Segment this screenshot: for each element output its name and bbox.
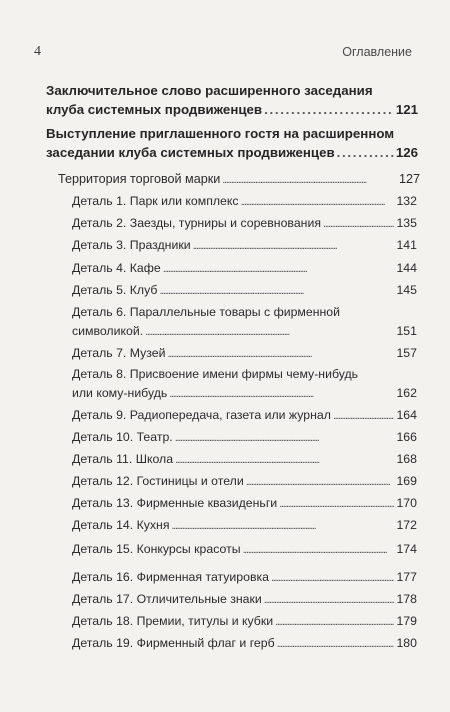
toc-detail-title: Деталь 4. Кафе bbox=[72, 261, 161, 275]
toc-page-number: 166 bbox=[396, 430, 417, 444]
leader-dots bbox=[172, 520, 395, 532]
toc-detail-title: Деталь 2. Заезды, турниры и соревнования bbox=[72, 216, 321, 230]
toc-page-number: 179 bbox=[396, 614, 417, 628]
toc-page-number: 172 bbox=[396, 518, 417, 532]
toc-page-number: 127 bbox=[398, 172, 420, 186]
leader-dots bbox=[275, 616, 394, 628]
leader-dots bbox=[168, 348, 395, 360]
toc-page-number: 151 bbox=[396, 324, 417, 338]
toc-section-title: Территория торговой марки bbox=[58, 172, 221, 186]
toc-detail-title: Деталь 10. Театр. bbox=[72, 430, 173, 444]
leader-dots bbox=[337, 145, 394, 160]
toc-detail-title: Деталь 13. Фирменные квазиденьги bbox=[72, 496, 278, 510]
toc-detail-title: Деталь 9. Радиопередача, газета или журнал bbox=[72, 408, 331, 422]
toc-page-number: 178 bbox=[396, 592, 417, 606]
toc-entry-title-cont: заседании клуба системных продвиженцев bbox=[46, 145, 335, 160]
leader-dots bbox=[241, 196, 395, 208]
page-header bbox=[0, 44, 450, 62]
toc-detail-title: Деталь 16. Фирменная татуировка bbox=[72, 570, 269, 584]
toc-detail-7[interactable] bbox=[0, 346, 450, 365]
toc-detail-11[interactable] bbox=[0, 452, 450, 471]
toc-detail-title: Деталь 11. Школа bbox=[72, 452, 174, 466]
toc-page-number: 135 bbox=[396, 216, 417, 230]
leader-dots bbox=[264, 102, 394, 117]
toc-page-number: 121 bbox=[395, 102, 418, 117]
toc-detail-title: Деталь 15. Конкурсы красоты bbox=[72, 542, 241, 556]
running-head: Оглавление bbox=[342, 45, 412, 59]
toc-detail-14[interactable] bbox=[0, 518, 450, 537]
toc-detail-title: Деталь 7. Музей bbox=[72, 346, 166, 360]
leader-dots bbox=[279, 498, 394, 510]
toc-detail-19[interactable] bbox=[0, 636, 450, 655]
leader-dots bbox=[271, 572, 394, 584]
leader-dots bbox=[163, 263, 395, 275]
toc-entry-title: Выступление приглашенного гостя на расширенном bbox=[46, 126, 395, 141]
toc-page-number: 144 bbox=[396, 261, 417, 275]
leader-dots bbox=[323, 218, 394, 230]
toc-detail-12[interactable] bbox=[0, 474, 450, 493]
toc-page-number: 162 bbox=[396, 386, 417, 400]
toc-detail-title: Деталь 3. Праздники bbox=[72, 238, 191, 252]
leader-dots bbox=[175, 432, 395, 444]
toc-detail-5[interactable] bbox=[0, 283, 450, 302]
toc-detail-13[interactable] bbox=[0, 496, 450, 515]
page-number: 4 bbox=[34, 44, 41, 59]
toc-detail-8[interactable] bbox=[0, 367, 450, 405]
toc-detail-title: Деталь 18. Премии, титулы и кубки bbox=[72, 614, 274, 628]
leader-dots bbox=[264, 594, 395, 606]
toc-page-number: 170 bbox=[396, 496, 417, 510]
leader-dots bbox=[175, 454, 394, 466]
toc-detail-17[interactable] bbox=[0, 592, 450, 611]
toc-detail-18[interactable] bbox=[0, 614, 450, 633]
toc-detail-title-cont: символикой. bbox=[72, 324, 144, 338]
leader-dots bbox=[333, 410, 395, 422]
toc-detail-title: Деталь 12. Гостиницы и отели bbox=[72, 474, 244, 488]
toc-detail-title: Деталь 17. Отличительные знаки bbox=[72, 592, 262, 606]
toc-detail-title: Деталь 1. Парк или комплекс bbox=[72, 194, 239, 208]
toc-detail-title: Деталь 5. Клуб bbox=[72, 283, 158, 297]
leader-dots bbox=[169, 388, 394, 400]
toc-detail-title-cont: или кому-нибудь bbox=[72, 386, 168, 400]
leader-dots bbox=[246, 476, 395, 488]
toc-detail-6[interactable] bbox=[0, 305, 450, 343]
leader-dots bbox=[193, 240, 395, 252]
toc-section-trademark-territory[interactable] bbox=[0, 172, 450, 191]
toc-detail-16[interactable] bbox=[0, 570, 450, 589]
toc-page-number: 141 bbox=[396, 238, 417, 252]
toc-page-number: 180 bbox=[396, 636, 417, 650]
toc-page-number: 145 bbox=[396, 283, 417, 297]
toc-detail-title: Деталь 8. Присвоение имени фирмы чему-нибудь bbox=[72, 367, 359, 381]
toc-entry-title-cont: клуба системных продвиженцев bbox=[46, 102, 263, 117]
toc-detail-4[interactable] bbox=[0, 261, 450, 280]
toc-page-number: 157 bbox=[396, 346, 417, 360]
toc-detail-15[interactable] bbox=[0, 542, 450, 561]
leader-dots bbox=[145, 326, 394, 338]
toc-entry-closing-speech[interactable] bbox=[0, 83, 450, 121]
toc-entry-guest-speech[interactable] bbox=[0, 126, 450, 164]
toc-detail-title: Деталь 14. Кухня bbox=[72, 518, 170, 532]
leader-dots bbox=[243, 544, 395, 556]
toc-detail-10[interactable] bbox=[0, 430, 450, 449]
leader-dots bbox=[222, 174, 397, 186]
toc-detail-1[interactable] bbox=[0, 194, 450, 213]
toc-entry-title: Заключительное слово расширенного заседания bbox=[46, 83, 373, 98]
toc-detail-3[interactable] bbox=[0, 238, 450, 257]
toc-detail-title: Деталь 19. Фирменный флаг и герб bbox=[72, 636, 275, 650]
toc-page-number: 164 bbox=[396, 408, 417, 422]
toc-page-number: 169 bbox=[396, 474, 417, 488]
toc-detail-title: Деталь 6. Параллельные товары с фирменной bbox=[72, 305, 340, 319]
toc-page-number: 177 bbox=[396, 570, 417, 584]
toc-page-number: 126 bbox=[395, 145, 418, 160]
toc-page-number: 168 bbox=[396, 452, 417, 466]
leader-dots bbox=[159, 285, 394, 297]
toc-detail-2[interactable] bbox=[0, 216, 450, 235]
toc-detail-9[interactable] bbox=[0, 408, 450, 427]
toc-page-number: 174 bbox=[396, 542, 417, 556]
leader-dots bbox=[277, 638, 395, 650]
toc-page-number: 132 bbox=[396, 194, 417, 208]
